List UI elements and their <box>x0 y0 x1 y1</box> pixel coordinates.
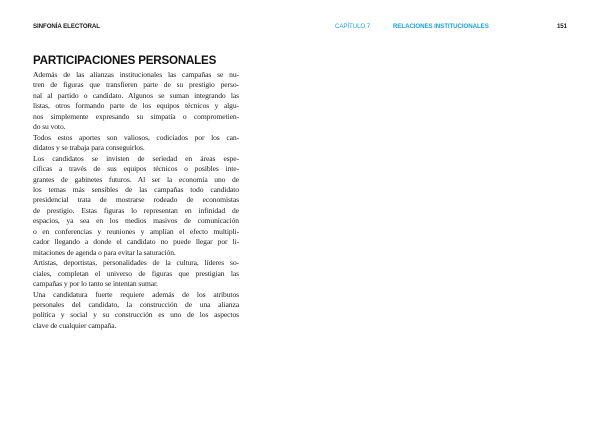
text-line: personales del candidato, la construcción de una alianza <box>33 299 239 309</box>
text-line: grantes de gabinetes futuros. Al ser la economía uno de <box>33 174 239 184</box>
chapter-label: CAPÍTULO 7 <box>335 23 371 30</box>
text-line: nal al partido o candidato. Algunos se suman integrando las <box>33 90 239 100</box>
page-content <box>33 54 239 331</box>
text-line: didatos y se trabaja para conseguirlos. <box>33 143 145 153</box>
text-line: los temas más sensibles de las campañas todo candidato <box>33 184 239 194</box>
text-line: política y social y su construcción es uno de los aspectos <box>33 310 239 320</box>
text-line: campañas y por lo tanto se intentan sumar. <box>33 279 158 289</box>
page-number: 151 <box>556 23 567 30</box>
text-line: espacios, ya sea en los medios masivos de comunicación <box>33 216 239 226</box>
text-line: tren de figuras que transfieren parte de su prestigio perso- <box>33 80 239 90</box>
paragraph <box>33 154 239 259</box>
paragraph <box>33 258 239 289</box>
body-text <box>33 70 239 331</box>
section-heading: PARTICIPACIONES PERSONALES <box>33 54 217 67</box>
text-line: cador llegando a donde el candidato no puede llegar por li- <box>33 237 239 247</box>
text-line: Todos estos aportes son valiosos, codiciados por los can- <box>33 132 239 142</box>
text-line: clave de cualquier campaña. <box>33 320 117 330</box>
text-line: Una candidatura fuerte requiere además de los atributos <box>33 289 239 299</box>
text-line: presidencial trata de mostrarse rodeado de economistas <box>33 195 239 205</box>
text-line: ciales, completan el universo de figuras que prestigian las <box>33 268 239 278</box>
paragraph <box>33 290 239 332</box>
paragraph <box>33 70 239 133</box>
text-line: listas, otros formando parte de los equipos técnicos y algu- <box>33 101 239 111</box>
text-line: o en conferencias y reuniones y amplían el efecto multipli- <box>33 226 239 236</box>
running-header <box>33 23 567 35</box>
text-line: Artistas, deportistas, personalidades de la cultura, líderes so- <box>33 258 239 268</box>
text-line: Además de las alianzas institucionales las campañas se nu- <box>33 70 239 79</box>
text-line: de prestigio. Estas figuras lo representan en infinidad de <box>33 205 239 215</box>
text-line: nos simplemente expresando su simpatía o comprometien- <box>33 111 239 121</box>
paragraph <box>33 133 239 154</box>
text-line: cíficas a través de sus equipos técnicos o posibles inte- <box>33 164 239 174</box>
chapter-name: RELACIONES INSTITUCIONALES <box>393 23 489 30</box>
text-line: do su voto. <box>33 122 66 132</box>
book-title: SINFONÍA ELECTORAL <box>33 23 100 30</box>
text-line: mitaciones de agenda o para evitar la saturación. <box>33 247 176 257</box>
text-line: Los candidatos se invisten de seriedad en áreas espe- <box>33 153 239 163</box>
